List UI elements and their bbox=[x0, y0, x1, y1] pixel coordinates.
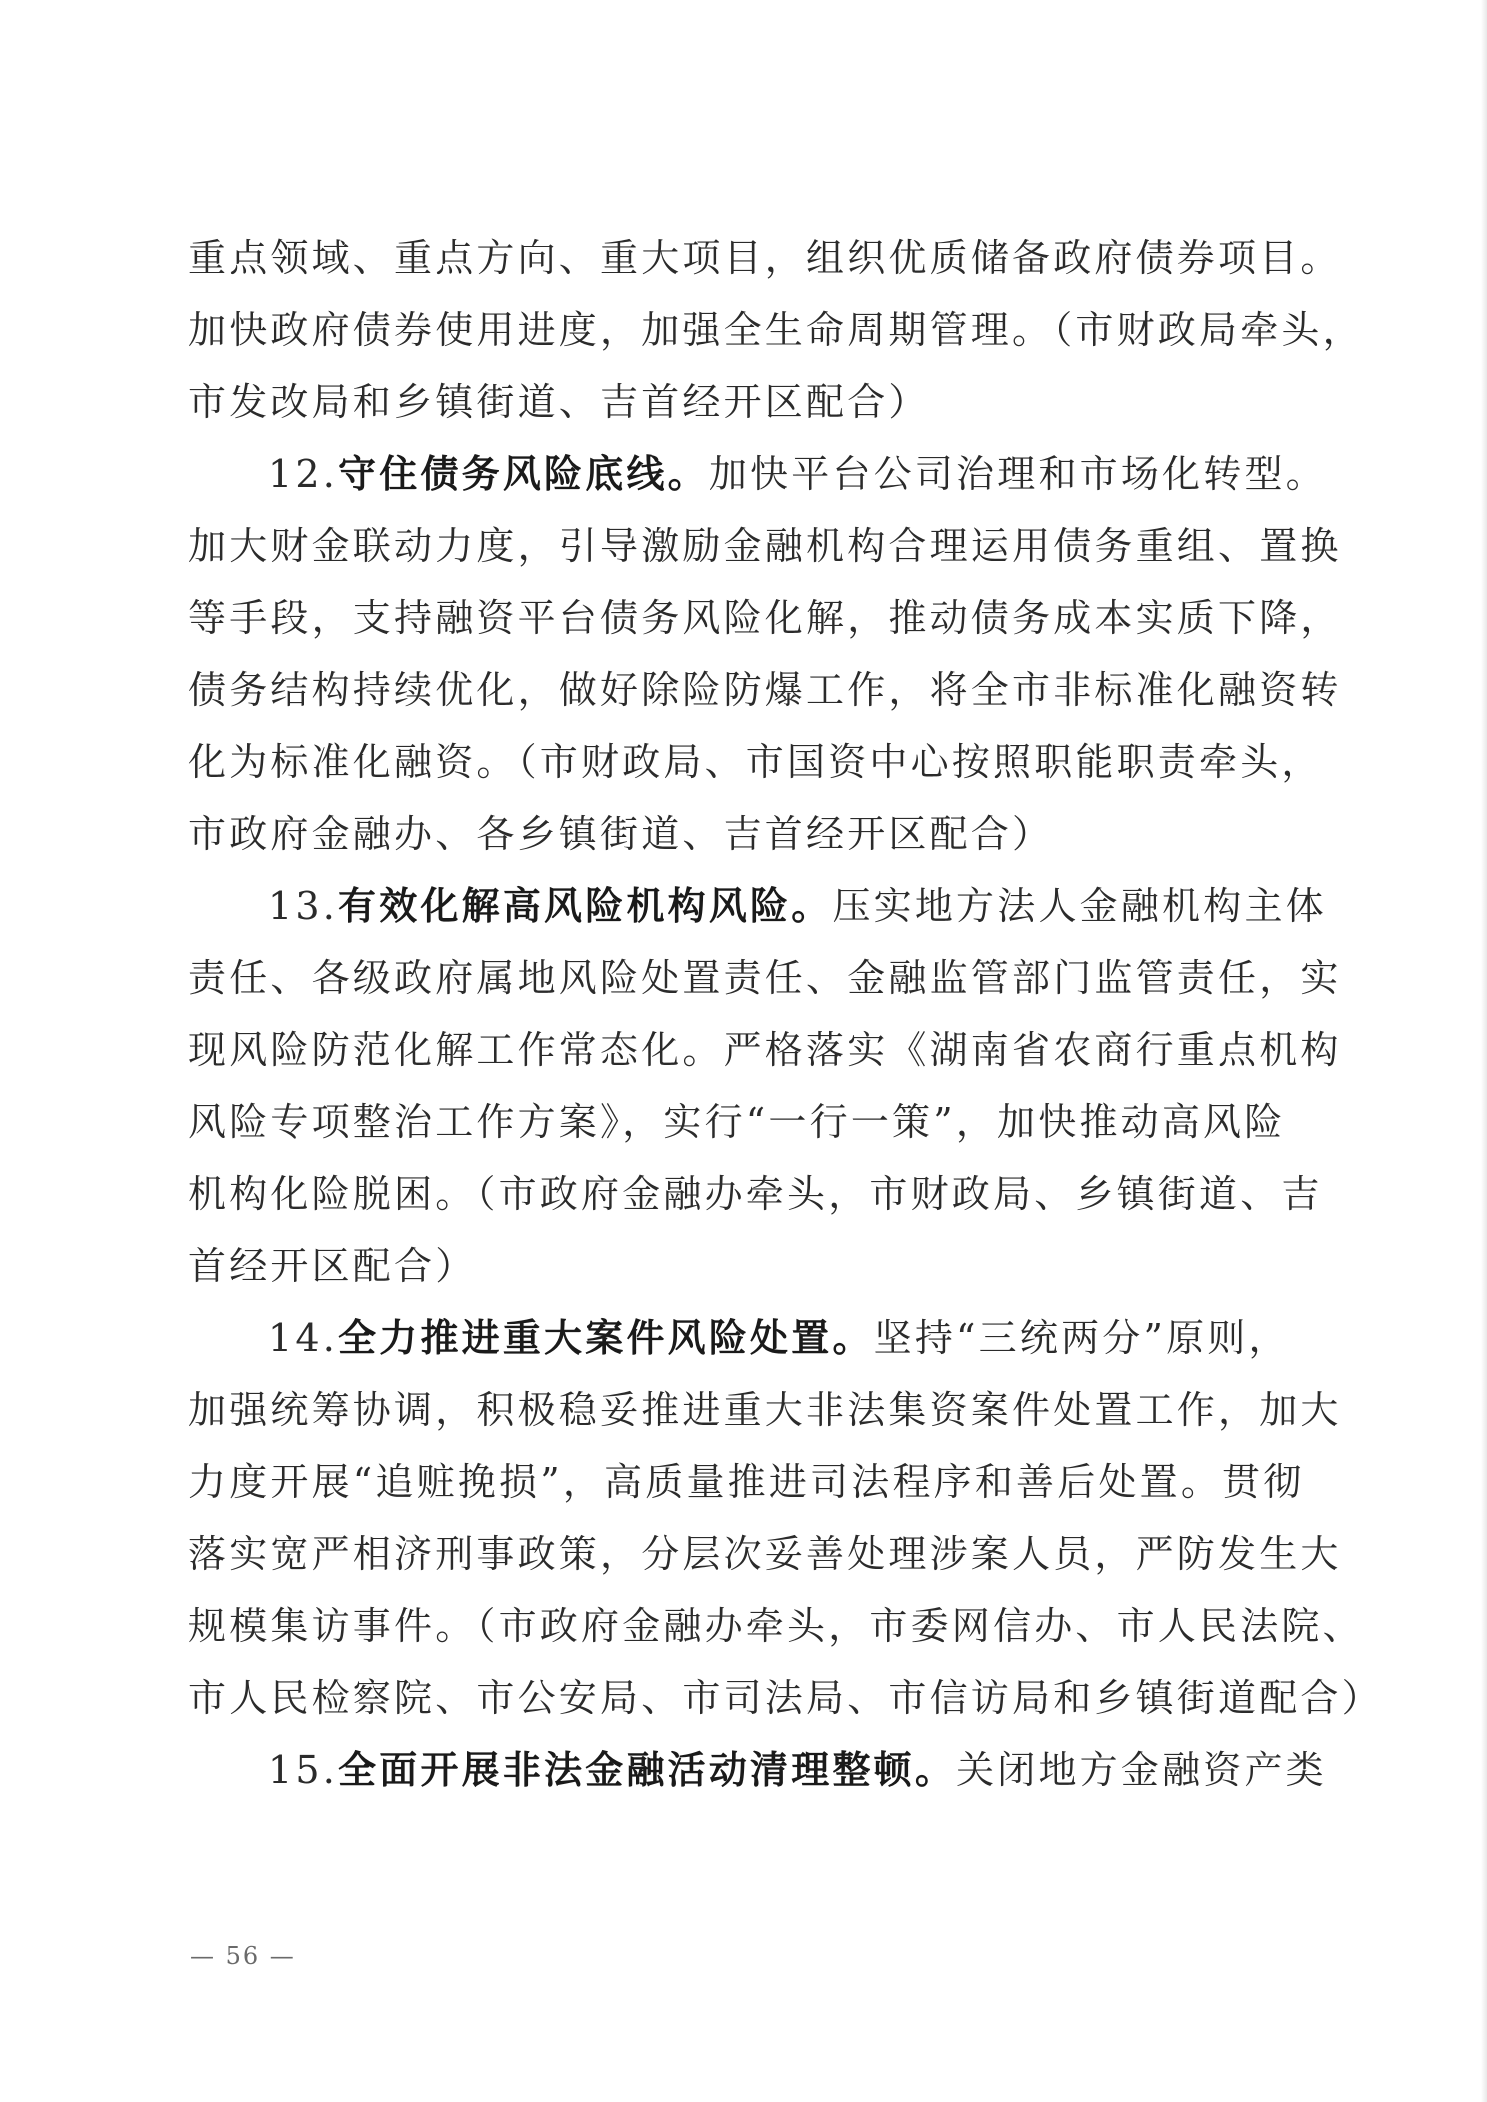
text-line bbox=[188, 660, 1342, 732]
item-heading: 有效化解高风险机构风险。 bbox=[338, 884, 833, 928]
line-text: 加大财金联动力度，引导激励金融机构合理运用债务重组、置换 bbox=[188, 524, 1342, 568]
line-text: 债务结构持续优化，做好除险防爆工作，将全市非标准化融资转 bbox=[188, 668, 1342, 712]
line-text: 责任、各级政府属地风险处置责任、金融监管部门监管责任，实 bbox=[188, 956, 1342, 1000]
text-line bbox=[188, 300, 1364, 372]
text-line bbox=[188, 1380, 1342, 1452]
page-number: — 56 — bbox=[190, 1942, 296, 1970]
text-line bbox=[188, 372, 1288, 444]
text-line bbox=[188, 1668, 1383, 1740]
line-text: 关闭地方金融资产类 bbox=[956, 1748, 1327, 1792]
text-line bbox=[188, 732, 1323, 804]
numbered-item-line bbox=[188, 876, 1327, 948]
line-text: 现风险防范化解工作常态化。严格落实《湖南省农商行重点机构 bbox=[188, 1028, 1342, 1072]
text-line bbox=[188, 1524, 1342, 1596]
numbered-item-line bbox=[188, 1308, 1288, 1380]
item-number: 13. bbox=[268, 884, 339, 928]
line-text: 机构化险脱困。（市政府金融办牵头，市财政局、乡镇街道、吉 bbox=[188, 1172, 1323, 1216]
item-number: 12. bbox=[268, 452, 339, 496]
line-text: 加快政府债券使用进度，加强全生命周期管理。（市财政局牵头， bbox=[188, 308, 1364, 352]
line-text: 落实宽严相济刑事政策，分层次妥善处理涉案人员，严防发生大 bbox=[188, 1532, 1342, 1576]
text-line bbox=[188, 228, 1342, 300]
line-text: 压实地方法人金融机构主体 bbox=[832, 884, 1327, 928]
line-text: 市人民检察院、市公安局、市司法局、市信访局和乡镇街道配合） bbox=[188, 1676, 1383, 1720]
text-line bbox=[188, 1236, 1288, 1308]
line-text: 重点领域、重点方向、重大项目，组织优质储备政府债券项目。 bbox=[188, 236, 1342, 280]
line-text: 首经开区配合） bbox=[188, 1244, 477, 1288]
line-text: 等手段，支持融资平台债务风险化解，推动债务成本实质下降， bbox=[188, 596, 1342, 640]
text-line bbox=[188, 1092, 1288, 1164]
line-text: 化为标准化融资。（市财政局、市国资中心按照职能职责牵头， bbox=[188, 740, 1323, 784]
numbered-item-line bbox=[188, 1740, 1327, 1812]
line-text: 加快平台公司治理和市场化转型。 bbox=[708, 452, 1327, 496]
text-line bbox=[188, 1452, 1305, 1524]
text-line bbox=[188, 948, 1342, 1020]
line-text: 力度开展“追赃挽损”，高质量推进司法程序和善后处置。贯彻 bbox=[188, 1460, 1305, 1504]
line-text: 市发改局和乡镇街道、吉首经开区配合） bbox=[188, 380, 930, 424]
text-line bbox=[188, 1164, 1323, 1236]
item-heading: 全力推进重大案件风险处置。 bbox=[338, 1316, 874, 1360]
text-line bbox=[188, 516, 1342, 588]
item-number: 14. bbox=[268, 1316, 339, 1360]
text-line bbox=[188, 804, 1288, 876]
item-heading: 守住债务风险底线。 bbox=[338, 452, 709, 496]
item-number: 15. bbox=[268, 1748, 339, 1792]
line-text: 市政府金融办、各乡镇街道、吉首经开区配合） bbox=[188, 812, 1054, 856]
line-text: 风险专项整治工作方案》，实行“一行一策”，加快推动高风险 bbox=[188, 1100, 1286, 1144]
text-line bbox=[188, 1596, 1364, 1668]
text-line bbox=[188, 588, 1342, 660]
page-edge-shadow bbox=[1481, 0, 1487, 2102]
text-line bbox=[188, 1020, 1342, 1092]
item-heading: 全面开展非法金融活动清理整顿。 bbox=[338, 1748, 957, 1792]
numbered-item-line bbox=[188, 444, 1327, 516]
line-text: 加强统筹协调，积极稳妥推进重大非法集资案件处置工作，加大 bbox=[188, 1388, 1342, 1432]
document-body bbox=[188, 228, 1383, 1812]
line-text: 规模集访事件。（市政府金融办牵头，市委网信办、市人民法院、 bbox=[188, 1604, 1364, 1648]
line-text: 坚持“三统两分”原则， bbox=[873, 1316, 1290, 1360]
